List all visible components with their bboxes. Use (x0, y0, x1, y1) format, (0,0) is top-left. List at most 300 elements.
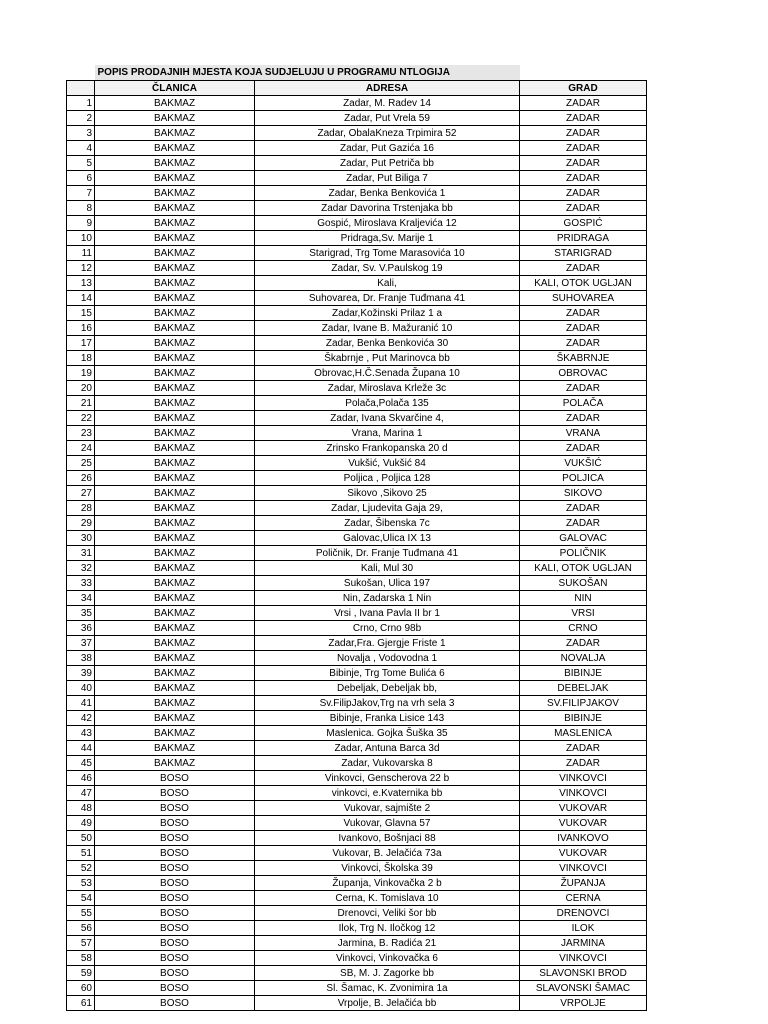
member-cell: BAKMAZ (95, 711, 255, 726)
row-number: 22 (67, 411, 95, 426)
table-row (67, 336, 647, 351)
member-cell: BAKMAZ (95, 726, 255, 741)
address-cell: Sukošan, Ulica 197 (255, 576, 520, 591)
table-row (67, 141, 647, 156)
stores-table (66, 65, 647, 1011)
row-number: 57 (67, 936, 95, 951)
city-cell: SLAVONSKI BROD (520, 966, 647, 981)
address-cell: Sl. Šamac, K. Zvonimira 1a (255, 981, 520, 996)
member-cell: BOSO (95, 801, 255, 816)
city-cell: SLAVONSKI ŠAMAC (520, 981, 647, 996)
city-cell: ZADAR (520, 501, 647, 516)
member-cell: BOSO (95, 966, 255, 981)
city-cell: CERNA (520, 891, 647, 906)
table-row (67, 951, 647, 966)
city-cell: POLIČNIK (520, 546, 647, 561)
member-cell: BAKMAZ (95, 636, 255, 651)
address-cell: Zadar, Sv. V.Paulskog 19 (255, 261, 520, 276)
row-number: 9 (67, 216, 95, 231)
row-number: 33 (67, 576, 95, 591)
member-cell: BAKMAZ (95, 426, 255, 441)
city-cell: SIKOVO (520, 486, 647, 501)
member-cell: BAKMAZ (95, 756, 255, 771)
member-cell: BAKMAZ (95, 246, 255, 261)
row-number: 25 (67, 456, 95, 471)
table-row (67, 321, 647, 336)
address-cell: Zadar, Ivana Skvarčine 4, (255, 411, 520, 426)
table-row (67, 591, 647, 606)
table-row (67, 126, 647, 141)
row-number: 20 (67, 381, 95, 396)
table-row (67, 456, 647, 471)
row-number: 48 (67, 801, 95, 816)
table-row (67, 741, 647, 756)
row-number: 28 (67, 501, 95, 516)
city-cell: ŠKABRNJE (520, 351, 647, 366)
title-spacer (67, 65, 95, 81)
member-cell: BAKMAZ (95, 621, 255, 636)
address-cell: Zadar, Put Vrela 59 (255, 111, 520, 126)
row-number: 26 (67, 471, 95, 486)
address-cell: Debeljak, Debeljak bb, (255, 681, 520, 696)
row-number: 49 (67, 816, 95, 831)
table-row (67, 636, 647, 651)
city-cell: VINKOVCI (520, 786, 647, 801)
member-cell: BAKMAZ (95, 141, 255, 156)
member-cell: BOSO (95, 846, 255, 861)
row-number: 50 (67, 831, 95, 846)
city-cell: SUHOVAREA (520, 291, 647, 306)
member-cell: BAKMAZ (95, 591, 255, 606)
city-cell: ZADAR (520, 171, 647, 186)
address-cell: Gospić, Miroslava Kraljevića 12 (255, 216, 520, 231)
city-cell: ZADAR (520, 756, 647, 771)
member-cell: BOSO (95, 816, 255, 831)
member-cell: BAKMAZ (95, 741, 255, 756)
row-number: 29 (67, 516, 95, 531)
table-row (67, 726, 647, 741)
address-cell: Zadar,Fra. Gjergje Friste 1 (255, 636, 520, 651)
table-row (67, 411, 647, 426)
member-cell: BOSO (95, 906, 255, 921)
member-cell: BOSO (95, 951, 255, 966)
city-cell: KALI, OTOK UGLJAN (520, 276, 647, 291)
city-cell: VINKOVCI (520, 861, 647, 876)
table-row (67, 396, 647, 411)
city-cell: ILOK (520, 921, 647, 936)
address-cell: Zadar, Miroslava Krleže 3c (255, 381, 520, 396)
member-cell: BAKMAZ (95, 396, 255, 411)
member-cell: BAKMAZ (95, 696, 255, 711)
row-number: 24 (67, 441, 95, 456)
table-row (67, 996, 647, 1011)
member-cell: BOSO (95, 771, 255, 786)
row-number: 46 (67, 771, 95, 786)
address-cell: Zadar, M. Radev 14 (255, 96, 520, 111)
city-cell: MASLENICA (520, 726, 647, 741)
row-number: 5 (67, 156, 95, 171)
city-cell: BIBINJE (520, 711, 647, 726)
table-row (67, 786, 647, 801)
table-row (67, 201, 647, 216)
row-number: 41 (67, 696, 95, 711)
address-cell: Sikovo ,Sikovo 25 (255, 486, 520, 501)
address-cell: SB, M. J. Zagorke bb (255, 966, 520, 981)
table-row (67, 111, 647, 126)
row-number: 54 (67, 891, 95, 906)
table-row (67, 486, 647, 501)
city-cell: OBROVAC (520, 366, 647, 381)
address-cell: Zadar, Ljudevita Gaja 29, (255, 501, 520, 516)
member-cell: BAKMAZ (95, 231, 255, 246)
member-cell: BAKMAZ (95, 501, 255, 516)
row-number: 47 (67, 786, 95, 801)
member-cell: BAKMAZ (95, 336, 255, 351)
city-cell: ZADAR (520, 411, 647, 426)
row-number: 58 (67, 951, 95, 966)
city-cell: ZADAR (520, 126, 647, 141)
header-grad: GRAD (520, 81, 647, 96)
row-number: 34 (67, 591, 95, 606)
header-adresa: ADRESA (255, 81, 520, 96)
row-number: 59 (67, 966, 95, 981)
city-cell: ZADAR (520, 141, 647, 156)
city-cell: CRNO (520, 621, 647, 636)
table-row (67, 816, 647, 831)
member-cell: BAKMAZ (95, 546, 255, 561)
member-cell: BAKMAZ (95, 351, 255, 366)
address-cell: Zrinsko Frankopanska 20 d (255, 441, 520, 456)
member-cell: BAKMAZ (95, 381, 255, 396)
table-row (67, 651, 647, 666)
city-cell: GOSPIĆ (520, 216, 647, 231)
row-number: 10 (67, 231, 95, 246)
table-row (67, 711, 647, 726)
address-cell: vinkovci, e.Kvaternika bb (255, 786, 520, 801)
member-cell: BAKMAZ (95, 456, 255, 471)
city-cell: POLAČA (520, 396, 647, 411)
table-row (67, 621, 647, 636)
address-cell: Drenovci, Veliki šor bb (255, 906, 520, 921)
member-cell: BOSO (95, 786, 255, 801)
row-number: 3 (67, 126, 95, 141)
table-row (67, 936, 647, 951)
city-cell: ZADAR (520, 636, 647, 651)
address-cell: Kali, Mul 30 (255, 561, 520, 576)
address-cell: Ilok, Trg N. Iločkog 12 (255, 921, 520, 936)
address-cell: Vinkovci, Vinkovačka 6 (255, 951, 520, 966)
row-number: 21 (67, 396, 95, 411)
table-row (67, 171, 647, 186)
city-cell: VUKOVAR (520, 816, 647, 831)
address-cell: Cerna, K. Tomislava 10 (255, 891, 520, 906)
address-cell: Crno, Crno 98b (255, 621, 520, 636)
row-number: 14 (67, 291, 95, 306)
member-cell: BAKMAZ (95, 201, 255, 216)
row-number: 23 (67, 426, 95, 441)
address-cell: Vukovar, Glavna 57 (255, 816, 520, 831)
row-number: 13 (67, 276, 95, 291)
table-row (67, 426, 647, 441)
city-cell: DRENOVCI (520, 906, 647, 921)
address-cell: Suhovarea, Dr. Franje Tuđmana 41 (255, 291, 520, 306)
city-cell: VINKOVCI (520, 951, 647, 966)
row-number: 11 (67, 246, 95, 261)
address-cell: Vinkovci, Školska 39 (255, 861, 520, 876)
city-cell: ZADAR (520, 741, 647, 756)
member-cell: BOSO (95, 891, 255, 906)
row-number: 37 (67, 636, 95, 651)
address-cell: Zadar, Put Petriča bb (255, 156, 520, 171)
row-number: 17 (67, 336, 95, 351)
address-cell: Maslenica. Gojka Šuška 35 (255, 726, 520, 741)
address-cell: Zadar, Šibenska 7c (255, 516, 520, 531)
city-cell: ZADAR (520, 186, 647, 201)
row-number: 6 (67, 171, 95, 186)
table-row (67, 96, 647, 111)
table-body (67, 65, 647, 1011)
row-number: 56 (67, 921, 95, 936)
table-row (67, 306, 647, 321)
table-row (67, 891, 647, 906)
city-cell: VUKŠIĆ (520, 456, 647, 471)
address-cell: Starigrad, Trg Tome Marasovića 10 (255, 246, 520, 261)
member-cell: BAKMAZ (95, 441, 255, 456)
table-row (67, 261, 647, 276)
member-cell: BAKMAZ (95, 216, 255, 231)
member-cell: BAKMAZ (95, 531, 255, 546)
address-cell: Sv.FilipJakov,Trg na vrh sela 3 (255, 696, 520, 711)
row-number: 35 (67, 606, 95, 621)
address-cell: Galovac,Ulica IX 13 (255, 531, 520, 546)
member-cell: BAKMAZ (95, 516, 255, 531)
table-row (67, 471, 647, 486)
city-cell: VUKOVAR (520, 801, 647, 816)
city-cell: ZADAR (520, 441, 647, 456)
table-row (67, 921, 647, 936)
row-number: 12 (67, 261, 95, 276)
address-cell: Zadar, Put Gazića 16 (255, 141, 520, 156)
member-cell: BOSO (95, 981, 255, 996)
address-cell: Vukovar, B. Jelačića 73a (255, 846, 520, 861)
address-cell: Županja, Vinkovačka 2 b (255, 876, 520, 891)
city-cell: BIBINJE (520, 666, 647, 681)
address-cell: Zadar, Put Biliga 7 (255, 171, 520, 186)
row-number: 45 (67, 756, 95, 771)
city-cell: ZADAR (520, 381, 647, 396)
page-title: POPIS PRODAJNIH MJESTA KOJA SUDJELUJU U PROGRAMU NTLOGIJA (95, 65, 520, 81)
row-number: 51 (67, 846, 95, 861)
address-cell: Nin, Zadarska 1 Nin (255, 591, 520, 606)
title-spacer-right (520, 65, 647, 81)
city-cell: VRSI (520, 606, 647, 621)
member-cell: BAKMAZ (95, 606, 255, 621)
address-cell: Ivankovo, Bošnjaci 88 (255, 831, 520, 846)
address-cell: Obrovac,H.Č.Senada Župana 10 (255, 366, 520, 381)
row-number: 30 (67, 531, 95, 546)
address-cell: Vrsi , Ivana Pavla II br 1 (255, 606, 520, 621)
table-row (67, 666, 647, 681)
table-row (67, 291, 647, 306)
member-cell: BAKMAZ (95, 126, 255, 141)
table-row (67, 801, 647, 816)
member-cell: BAKMAZ (95, 486, 255, 501)
member-cell: BAKMAZ (95, 321, 255, 336)
row-number: 1 (67, 96, 95, 111)
row-number: 36 (67, 621, 95, 636)
city-cell: NIN (520, 591, 647, 606)
table-row (67, 696, 647, 711)
table-row (67, 606, 647, 621)
table-row (67, 276, 647, 291)
address-cell: Poljica , Poljica 128 (255, 471, 520, 486)
member-cell: BOSO (95, 876, 255, 891)
row-number: 16 (67, 321, 95, 336)
row-number: 19 (67, 366, 95, 381)
city-cell: VUKOVAR (520, 846, 647, 861)
row-number: 38 (67, 651, 95, 666)
address-cell: Polača,Polača 135 (255, 396, 520, 411)
member-cell: BAKMAZ (95, 96, 255, 111)
city-cell: ZADAR (520, 516, 647, 531)
address-cell: Zadar Davorina Trstenjaka bb (255, 201, 520, 216)
table-row (67, 861, 647, 876)
city-cell: ZADAR (520, 261, 647, 276)
member-cell: BAKMAZ (95, 156, 255, 171)
city-cell: VINKOVCI (520, 771, 647, 786)
member-cell: BAKMAZ (95, 651, 255, 666)
table-row (67, 846, 647, 861)
member-cell: BAKMAZ (95, 306, 255, 321)
address-cell: Bibinje, Franka Lisice 143 (255, 711, 520, 726)
spreadsheet (66, 65, 647, 1011)
row-number: 2 (67, 111, 95, 126)
address-cell: Kali, (255, 276, 520, 291)
city-cell: ZADAR (520, 306, 647, 321)
table-row (67, 756, 647, 771)
city-cell: POLJICA (520, 471, 647, 486)
city-cell: PRIDRAGA (520, 231, 647, 246)
member-cell: BAKMAZ (95, 471, 255, 486)
row-number: 42 (67, 711, 95, 726)
city-cell: ŽUPANJA (520, 876, 647, 891)
member-cell: BOSO (95, 831, 255, 846)
table-row (67, 351, 647, 366)
address-cell: Zadar, Benka Benkovića 30 (255, 336, 520, 351)
table-row (67, 876, 647, 891)
member-cell: BOSO (95, 996, 255, 1011)
address-cell: Škabrnje , Put Marinovca bb (255, 351, 520, 366)
row-number: 44 (67, 741, 95, 756)
table-row (67, 561, 647, 576)
city-cell: ZADAR (520, 201, 647, 216)
address-cell: Vukšić, Vukšić 84 (255, 456, 520, 471)
row-number: 60 (67, 981, 95, 996)
member-cell: BAKMAZ (95, 411, 255, 426)
table-row (67, 186, 647, 201)
city-cell: NOVALJA (520, 651, 647, 666)
city-cell: ZADAR (520, 96, 647, 111)
row-number: 32 (67, 561, 95, 576)
city-cell: ZADAR (520, 336, 647, 351)
city-cell: ZADAR (520, 321, 647, 336)
member-cell: BAKMAZ (95, 261, 255, 276)
address-cell: Zadar,Kožinski Prilaz 1 a (255, 306, 520, 321)
address-cell: Zadar, ObalaKneza Trpimira 52 (255, 126, 520, 141)
member-cell: BAKMAZ (95, 366, 255, 381)
member-cell: BAKMAZ (95, 111, 255, 126)
city-cell: SV.FILIPJAKOV (520, 696, 647, 711)
row-number: 31 (67, 546, 95, 561)
table-row (67, 966, 647, 981)
member-cell: BOSO (95, 936, 255, 951)
city-cell: IVANKOVO (520, 831, 647, 846)
member-cell: BAKMAZ (95, 171, 255, 186)
table-row (67, 576, 647, 591)
row-number: 43 (67, 726, 95, 741)
row-number: 53 (67, 876, 95, 891)
city-cell: ZADAR (520, 111, 647, 126)
table-row (67, 531, 647, 546)
table-row (67, 546, 647, 561)
member-cell: BAKMAZ (95, 276, 255, 291)
address-cell: Pridraga,Sv. Marije 1 (255, 231, 520, 246)
header-number (67, 81, 95, 96)
table-row (67, 516, 647, 531)
row-number: 61 (67, 996, 95, 1011)
table-row (67, 981, 647, 996)
row-number: 55 (67, 906, 95, 921)
city-cell: GALOVAC (520, 531, 647, 546)
address-cell: Jarmina, B. Radića 21 (255, 936, 520, 951)
member-cell: BOSO (95, 921, 255, 936)
table-row (67, 246, 647, 261)
title-row (67, 65, 647, 81)
member-cell: BOSO (95, 861, 255, 876)
city-cell: SUKOŠAN (520, 576, 647, 591)
address-cell: Zadar, Antuna Barca 3d (255, 741, 520, 756)
city-cell: JARMINA (520, 936, 647, 951)
address-cell: Vrana, Marina 1 (255, 426, 520, 441)
row-number: 40 (67, 681, 95, 696)
row-number: 8 (67, 201, 95, 216)
table-row (67, 831, 647, 846)
member-cell: BAKMAZ (95, 576, 255, 591)
member-cell: BAKMAZ (95, 681, 255, 696)
row-number: 27 (67, 486, 95, 501)
table-row (67, 681, 647, 696)
city-cell: VRPOLJE (520, 996, 647, 1011)
row-number: 7 (67, 186, 95, 201)
address-cell: Poličnik, Dr. Franje Tuđmana 41 (255, 546, 520, 561)
city-cell: KALI, OTOK UGLJAN (520, 561, 647, 576)
row-number: 52 (67, 861, 95, 876)
address-cell: Zadar, Vukovarska 8 (255, 756, 520, 771)
city-cell: STARIGRAD (520, 246, 647, 261)
address-cell: Vrpolje, B. Jelačića bb (255, 996, 520, 1011)
address-cell: Vukovar, sajmište 2 (255, 801, 520, 816)
row-number: 39 (67, 666, 95, 681)
table-row (67, 231, 647, 246)
row-number: 18 (67, 351, 95, 366)
table-row (67, 906, 647, 921)
member-cell: BAKMAZ (95, 291, 255, 306)
address-cell: Bibinje, Trg Tome Bulića 6 (255, 666, 520, 681)
address-cell: Zadar, Ivane B. Mažuranić 10 (255, 321, 520, 336)
address-cell: Zadar, Benka Benkovića 1 (255, 186, 520, 201)
city-cell: DEBELJAK (520, 681, 647, 696)
table-row (67, 501, 647, 516)
